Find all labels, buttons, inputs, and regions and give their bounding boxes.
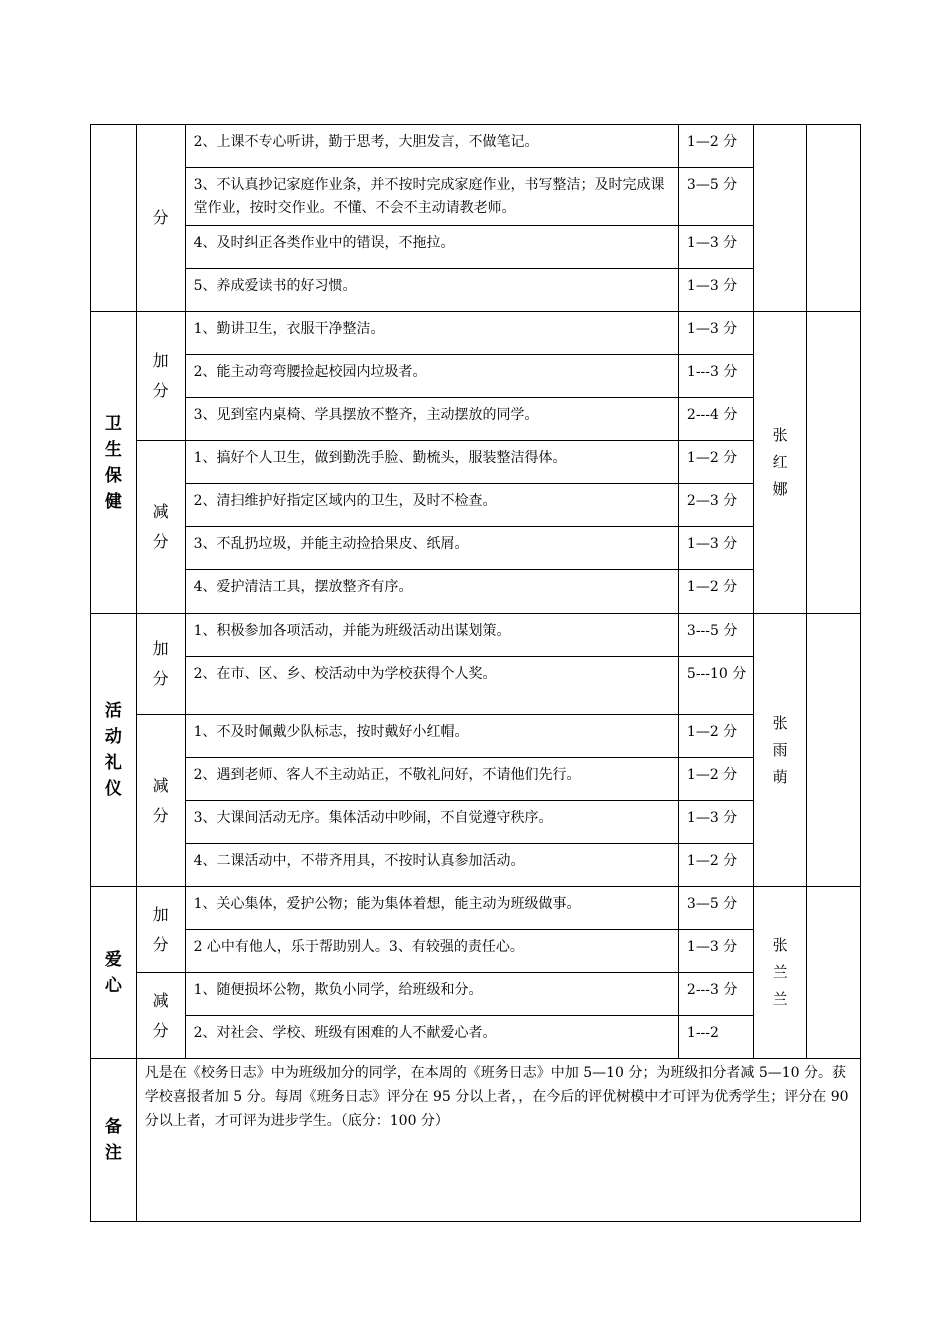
responsible-person <box>754 312 807 614</box>
item-score: 1—2 分 <box>678 715 753 758</box>
item-text: 2、对社会、学校、班级有困难的人不献爱心者。 <box>185 1016 678 1059</box>
item-text: 3、大课间活动无序。集体活动中吵闹，不自觉遵守秩序。 <box>185 801 678 844</box>
table-row <box>91 355 861 398</box>
item-text: 1、关心集体，爱护公物；能为集体着想，能主动为班级做事。 <box>185 887 678 930</box>
responsible-cell-empty <box>754 125 807 312</box>
category-char: 礼 <box>104 753 122 773</box>
deduct-points-label <box>136 973 185 1059</box>
table-row <box>91 887 861 930</box>
name-char: 红 <box>772 453 788 471</box>
item-text: 3、不认真抄记家庭作业条，并不按时完成家庭作业，书写整洁；及时完成课堂作业，按时交作业。不懂、不会不主动请教老师。 <box>185 168 678 226</box>
blank-cell <box>807 125 861 312</box>
category-char: 保 <box>104 465 122 486</box>
item-text: 2、清扫维护好指定区域内的卫生，及时不检查。 <box>185 484 678 527</box>
item-text: 2、上课不专心听讲，勤于思考，大胆发言，不做笔记。 <box>185 125 678 168</box>
table-row <box>91 570 861 614</box>
table-row <box>91 758 861 801</box>
table-row <box>91 973 861 1016</box>
label-char: 减 <box>152 502 169 521</box>
name-char: 兰 <box>772 990 788 1008</box>
category-cell-empty <box>91 125 137 312</box>
item-text: 4、二课活动中，不带齐用具，不按时认真参加活动。 <box>185 844 678 887</box>
name-char: 萌 <box>772 767 788 786</box>
remarks-text: 凡是在《校务日志》中为班级加分的同学，在本周的《班务日志》中加 5—10 分；为班级扣分者减 5—10 分。获学校喜报者加 5 分。每周《班务日志》评分在 95 分以上者，，在今后的评优树模中才可评为优秀学生；评分在 90 分以上者，才可评为进步学生。（底分：100 分） <box>136 1059 860 1222</box>
table-row <box>91 168 861 226</box>
label-char: 减 <box>152 775 169 795</box>
label-char: 分 <box>152 669 169 688</box>
table-row <box>91 527 861 570</box>
category-char: 活 <box>104 701 122 721</box>
table-row <box>91 715 861 758</box>
item-score: 1—2 分 <box>678 125 753 168</box>
item-score: 3---5 分 <box>678 614 753 657</box>
category-char: 仪 <box>104 779 122 799</box>
item-score: 1—2 分 <box>678 844 753 887</box>
table-row <box>91 441 861 484</box>
item-text: 4、及时纠正各类作业中的错误，不拖拉。 <box>185 226 678 269</box>
item-score: 1—2 分 <box>678 570 753 614</box>
table-row <box>91 844 861 887</box>
blank-cell <box>807 312 861 614</box>
item-text: 1、随便损坏公物，欺负小同学，给班级和分。 <box>185 973 678 1016</box>
table-row <box>91 125 861 168</box>
item-text: 2、遇到老师、客人不主动站正，不敬礼问好，不请他们先行。 <box>185 758 678 801</box>
name-char: 娜 <box>772 480 788 498</box>
responsible-person <box>754 887 807 1059</box>
table-row <box>91 930 861 973</box>
deduct-points-label <box>136 441 185 614</box>
category-char: 注 <box>104 1143 122 1163</box>
name-char: 张 <box>772 426 788 444</box>
category-char: 卫 <box>104 413 122 434</box>
item-text: 1、勤讲卫生，衣服干净整洁。 <box>185 312 678 355</box>
item-score: 1—2 分 <box>678 441 753 484</box>
item-score: 1---3 分 <box>678 355 753 398</box>
table-row <box>91 801 861 844</box>
item-text: 2、在市、区、乡、校活动中为学校获得个人奖。 <box>185 657 678 715</box>
item-score: 1—3 分 <box>678 226 753 269</box>
item-text: 2、能主动弯弯腰捡起校园内垃圾者。 <box>185 355 678 398</box>
category-char: 爱 <box>104 949 122 970</box>
category-char: 心 <box>104 975 122 996</box>
category-activity <box>91 614 137 887</box>
item-text: 5、养成爱读书的好习惯。 <box>185 269 678 312</box>
category-char: 健 <box>104 491 122 512</box>
category-char: 生 <box>104 439 122 460</box>
item-score: 1—3 分 <box>678 930 753 973</box>
table-row <box>91 312 861 355</box>
item-text: 1、积极参加各项活动，并能为班级活动出谋划策。 <box>185 614 678 657</box>
blank-cell <box>807 887 861 1059</box>
item-text: 1、不及时佩戴少队标志，按时戴好小红帽。 <box>185 715 678 758</box>
category-love <box>91 887 137 1059</box>
table-row <box>91 398 861 441</box>
name-char: 张 <box>772 936 788 954</box>
blank-cell <box>807 614 861 887</box>
name-char: 张 <box>772 713 788 732</box>
name-char: 雨 <box>772 740 788 759</box>
label-char: 分 <box>152 805 169 825</box>
item-score: 3—5 分 <box>678 887 753 930</box>
label-char: 分 <box>152 1020 169 1040</box>
category-char: 动 <box>104 727 122 747</box>
table-row <box>91 484 861 527</box>
label-char: 减 <box>152 990 169 1010</box>
item-score: 1—3 分 <box>678 269 753 312</box>
add-points-label <box>136 312 185 441</box>
category-hygiene <box>91 312 137 614</box>
item-score: 1—3 分 <box>678 801 753 844</box>
label-char: 分 <box>152 934 169 954</box>
item-text: 3、见到室内桌椅、学具摆放不整齐，主动摆放的同学。 <box>185 398 678 441</box>
sub-label: 分 <box>152 208 169 227</box>
responsible-person <box>754 614 807 887</box>
item-text: 4、爱护清洁工具，摆放整齐有序。 <box>185 570 678 614</box>
label-char: 加 <box>152 904 169 924</box>
rules-table <box>90 124 861 1222</box>
sub-label-cell <box>136 125 185 312</box>
add-points-label <box>136 887 185 973</box>
table-row-remarks <box>91 1059 861 1222</box>
item-score: 5---10 分 <box>678 657 753 715</box>
table-row <box>91 269 861 312</box>
item-score: 1—2 分 <box>678 758 753 801</box>
item-score: 2---4 分 <box>678 398 753 441</box>
category-char: 备 <box>104 1117 122 1137</box>
item-score: 2---3 分 <box>678 973 753 1016</box>
name-char: 兰 <box>772 963 788 981</box>
add-points-label <box>136 614 185 715</box>
item-score: 1—3 分 <box>678 312 753 355</box>
table-row <box>91 657 861 715</box>
table-row <box>91 226 861 269</box>
item-score: 1—3 分 <box>678 527 753 570</box>
label-char: 分 <box>152 381 169 400</box>
item-score: 1---2 <box>678 1016 753 1059</box>
item-text: 2 心中有他人，乐于帮助别人。3、有较强的责任心。 <box>185 930 678 973</box>
label-char: 分 <box>152 532 169 551</box>
label-char: 加 <box>152 351 169 370</box>
label-char: 加 <box>152 639 169 658</box>
category-remarks <box>91 1059 137 1222</box>
table-row <box>91 614 861 657</box>
item-score: 2—3 分 <box>678 484 753 527</box>
deduct-points-label <box>136 715 185 887</box>
item-text: 3、不乱扔垃圾，并能主动捡拾果皮、纸屑。 <box>185 527 678 570</box>
table-row <box>91 1016 861 1059</box>
item-text: 1、搞好个人卫生，做到勤洗手脸、勤梳头，服装整洁得体。 <box>185 441 678 484</box>
item-score: 3—5 分 <box>678 168 753 226</box>
